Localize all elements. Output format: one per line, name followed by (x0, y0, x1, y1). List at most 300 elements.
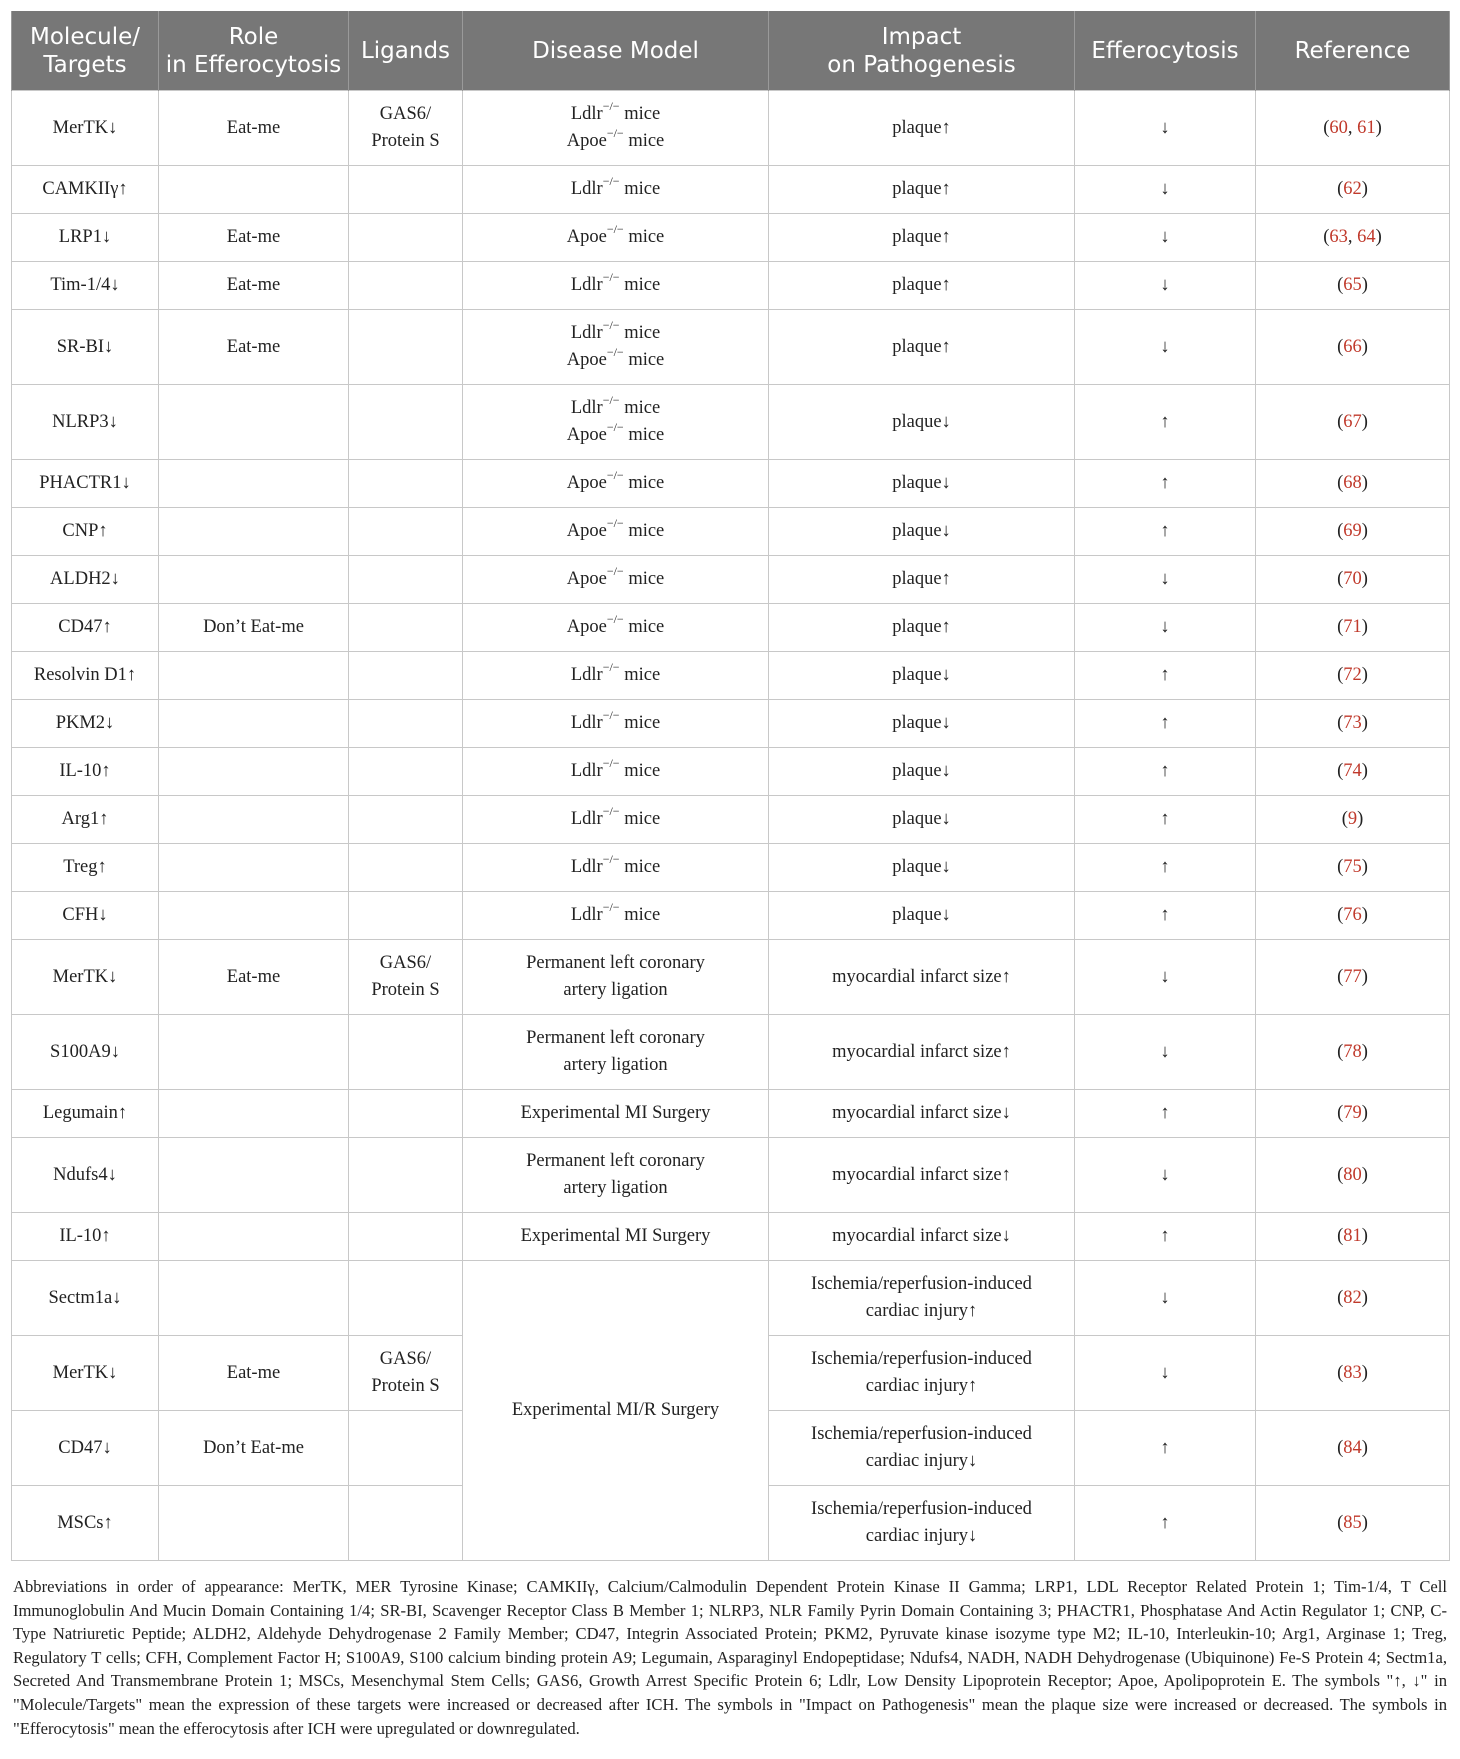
knockout-superscript: −/− (602, 851, 620, 866)
reference-link[interactable]: 75 (1343, 857, 1362, 877)
efferocytosis-cell: ↑ (1075, 892, 1256, 940)
disease-species: mice (623, 569, 665, 589)
knockout-superscript: −/− (606, 221, 624, 236)
table-row (12, 1261, 1450, 1336)
molecule-cell: S100A9↓ (12, 1015, 159, 1090)
impact-cell: plaque↓ (769, 892, 1075, 940)
knockout-superscript: −/− (606, 467, 624, 482)
disease-model-cell (463, 460, 769, 508)
disease-model-cell (463, 214, 769, 262)
molecule-cell: Resolvin D1↑ (12, 652, 159, 700)
role-cell (159, 1090, 349, 1138)
efferocytosis-cell: ↑ (1075, 844, 1256, 892)
disease-strain: Ldlr (570, 104, 603, 124)
molecule-cell: Legumain↑ (12, 1090, 159, 1138)
impact-cell: plaque↑ (769, 91, 1075, 166)
impact-cell: plaque↓ (769, 844, 1075, 892)
reference-link[interactable]: 81 (1343, 1226, 1362, 1246)
molecule-cell: PHACTR1↓ (12, 460, 159, 508)
table-body (12, 91, 1450, 1561)
disease-model-cell (463, 508, 769, 556)
efferocytosis-cell: ↑ (1075, 700, 1256, 748)
table-row (12, 91, 1450, 166)
reference-link[interactable]: 65 (1343, 275, 1362, 295)
disease-model-cell (463, 262, 769, 310)
reference-link[interactable]: 79 (1343, 1103, 1362, 1123)
reference-cell: (80) (1256, 1138, 1450, 1213)
impact-cell: plaque↑ (769, 166, 1075, 214)
disease-species: mice (619, 713, 661, 733)
reference-cell: (65) (1256, 262, 1450, 310)
reference-link[interactable]: 73 (1343, 713, 1362, 733)
efferocytosis-cell: ↓ (1075, 1015, 1256, 1090)
disease-model-line (469, 269, 762, 299)
role-cell: Don’t Eat-me (159, 1411, 349, 1486)
molecule-cell: LRP1↓ (12, 214, 159, 262)
knockout-superscript: −/− (602, 803, 620, 818)
molecule-cell: MerTK↓ (12, 1336, 159, 1411)
impact-cell: myocardial infarct size↓ (769, 1090, 1075, 1138)
molecule-cell: CD47↓ (12, 1411, 159, 1486)
disease-model-line (469, 317, 762, 347)
role-cell: Eat-me (159, 310, 349, 385)
table-row (12, 1138, 1450, 1213)
molecule-cell: ALDH2↓ (12, 556, 159, 604)
disease-species: mice (619, 104, 661, 124)
disease-model-cell (463, 91, 769, 166)
molecule-cell: Sectm1a↓ (12, 1261, 159, 1336)
disease-strain: Ldlr (570, 809, 603, 829)
ligands-cell (349, 1486, 463, 1561)
molecule-cell: SR-BI↓ (12, 310, 159, 385)
disease-strain: Ldlr (570, 323, 603, 343)
ligands-cell (349, 892, 463, 940)
reference-cell: (67) (1256, 385, 1450, 460)
efferocytosis-cell: ↓ (1075, 556, 1256, 604)
efferocytosis-cell: ↓ (1075, 214, 1256, 262)
disease-model-cell (463, 796, 769, 844)
efferocytosis-cell: ↓ (1075, 1261, 1256, 1336)
role-cell (159, 1213, 349, 1261)
ligands-cell (349, 166, 463, 214)
role-cell (159, 652, 349, 700)
efferocytosis-cell: ↓ (1075, 166, 1256, 214)
disease-species: mice (619, 809, 661, 829)
disease-species: mice (623, 227, 665, 247)
disease-species: mice (623, 350, 665, 370)
disease-strain: Apoe (566, 425, 607, 445)
role-cell (159, 844, 349, 892)
reference-cell: (73) (1256, 700, 1450, 748)
disease-model-cell: Permanent left coronary artery ligation (463, 1138, 769, 1213)
reference-link[interactable]: 63 (1329, 227, 1348, 247)
role-cell (159, 1138, 349, 1213)
reference-link[interactable]: 69 (1343, 521, 1362, 541)
reference-cell: (74) (1256, 748, 1450, 796)
disease-strain: Ldlr (570, 761, 603, 781)
disease-model-line (469, 125, 762, 155)
table-row (12, 166, 1450, 214)
disease-model-cell: Permanent left coronary artery ligation (463, 1015, 769, 1090)
reference-link[interactable]: 66 (1343, 336, 1362, 357)
reference-link[interactable]: 9 (1347, 809, 1358, 829)
knockout-superscript: −/− (602, 317, 620, 332)
impact-cell: myocardial infarct size↑ (769, 940, 1075, 1015)
disease-species: mice (619, 323, 661, 343)
role-cell: Eat-me (159, 91, 349, 166)
impact-cell: Ischemia/reperfusion-induced cardiac injury↓ (769, 1411, 1075, 1486)
table-row (12, 652, 1450, 700)
impact-cell: plaque↓ (769, 796, 1075, 844)
molecule-cell: Tim-1/4↓ (12, 262, 159, 310)
disease-model-cell (463, 700, 769, 748)
disease-strain: Apoe (566, 350, 607, 370)
ligands-cell: GAS6/ Protein S (349, 1336, 463, 1411)
knockout-superscript: −/− (602, 173, 620, 188)
table-row (12, 700, 1450, 748)
reference-link[interactable]: 62 (1343, 179, 1362, 199)
ligands-cell (349, 556, 463, 604)
reference-link[interactable]: 71 (1343, 617, 1362, 637)
reference-link[interactable]: 84 (1343, 1437, 1362, 1458)
disease-model-line (469, 851, 762, 881)
disease-species: mice (623, 521, 665, 541)
reference-link[interactable]: 80 (1343, 1164, 1362, 1185)
molecule-cell: CAMKIIγ↑ (12, 166, 159, 214)
efferocytosis-cell: ↑ (1075, 508, 1256, 556)
efferocytosis-cell: ↑ (1075, 1486, 1256, 1561)
disease-strain: Ldlr (570, 398, 603, 418)
efferocytosis-cell: ↑ (1075, 1090, 1256, 1138)
molecule-cell: CNP↑ (12, 508, 159, 556)
impact-cell: plaque↓ (769, 652, 1075, 700)
ligands-cell (349, 460, 463, 508)
ligands-cell: GAS6/ Protein S (349, 940, 463, 1015)
efferocytosis-cell: ↓ (1075, 604, 1256, 652)
header-row (12, 11, 1450, 91)
disease-strain: Ldlr (570, 275, 603, 295)
knockout-superscript: −/− (606, 125, 624, 140)
disease-model-cell (463, 652, 769, 700)
role-cell (159, 166, 349, 214)
role-cell (159, 796, 349, 844)
header-role: Role in Efferocytosis (159, 11, 349, 91)
disease-species: mice (619, 665, 661, 685)
impact-cell: Ischemia/reperfusion-induced cardiac injury↑ (769, 1336, 1075, 1411)
ligands-cell (349, 1090, 463, 1138)
reference-cell: (78) (1256, 1015, 1450, 1090)
efferocytosis-cell: ↑ (1075, 385, 1256, 460)
knockout-superscript: −/− (606, 611, 624, 626)
molecule-cell: Treg↑ (12, 844, 159, 892)
impact-cell: plaque↓ (769, 508, 1075, 556)
ligands-cell (349, 652, 463, 700)
efferocytosis-cell: ↑ (1075, 748, 1256, 796)
header-ligands: Ligands (349, 11, 463, 91)
disease-model-cell (463, 166, 769, 214)
reference-cell: (79) (1256, 1090, 1450, 1138)
role-cell (159, 556, 349, 604)
disease-model-line (469, 98, 762, 128)
disease-species: mice (623, 131, 665, 151)
role-cell (159, 892, 349, 940)
reference-cell: (84) (1256, 1411, 1450, 1486)
reference-link[interactable]: 70 (1343, 569, 1362, 589)
disease-model-cell (463, 385, 769, 460)
disease-model-cell: Experimental MI Surgery (463, 1213, 769, 1261)
header-disease-model: Disease Model (463, 11, 769, 91)
disease-strain: Apoe (566, 473, 607, 493)
knockout-superscript: −/− (606, 515, 624, 530)
header-reference: Reference (1256, 11, 1450, 91)
ligands-cell (349, 310, 463, 385)
disease-model-line (469, 467, 762, 497)
reference-cell: (76) (1256, 892, 1450, 940)
disease-strain: Ldlr (570, 857, 603, 877)
disease-species: mice (619, 857, 661, 877)
reference-cell: (85) (1256, 1486, 1450, 1561)
disease-model-line (469, 659, 762, 689)
role-cell: Don’t Eat-me (159, 604, 349, 652)
disease-strain: Apoe (566, 131, 607, 151)
disease-model-line (469, 611, 762, 641)
table-row (12, 1015, 1450, 1090)
disease-model-cell: Experimental MI/R Surgery (463, 1261, 769, 1561)
reference-link[interactable]: 67 (1343, 411, 1362, 432)
ligands-cell (349, 844, 463, 892)
impact-cell: Ischemia/reperfusion-induced cardiac injury↓ (769, 1486, 1075, 1561)
reference-cell: (68) (1256, 460, 1450, 508)
role-cell (159, 1486, 349, 1561)
molecule-cell: CD47↑ (12, 604, 159, 652)
ligands-cell (349, 1261, 463, 1336)
role-cell (159, 460, 349, 508)
reference-link[interactable]: 77 (1343, 966, 1362, 987)
reference-link[interactable]: 74 (1343, 761, 1362, 781)
reference-cell: (82) (1256, 1261, 1450, 1336)
role-cell (159, 1261, 349, 1336)
ligands-cell (349, 1015, 463, 1090)
disease-species: mice (623, 473, 665, 493)
role-cell: Eat-me (159, 940, 349, 1015)
efferocytosis-cell: ↓ (1075, 940, 1256, 1015)
header-efferocytosis: Efferocytosis (1075, 11, 1256, 91)
impact-cell: myocardial infarct size↑ (769, 1015, 1075, 1090)
disease-model-line (469, 803, 762, 833)
disease-strain: Ldlr (570, 905, 603, 925)
reference-cell: (81) (1256, 1213, 1450, 1261)
impact-cell: plaque↑ (769, 556, 1075, 604)
table-row (12, 796, 1450, 844)
table-row (12, 1213, 1450, 1261)
disease-model-line (469, 707, 762, 737)
efferocytosis-cell: ↓ (1075, 91, 1256, 166)
reference-link[interactable]: 72 (1343, 665, 1362, 685)
disease-strain: Ldlr (570, 179, 603, 199)
reference-link[interactable]: 78 (1343, 1041, 1362, 1062)
efferocytosis-cell: ↑ (1075, 796, 1256, 844)
disease-model-cell: Experimental MI Surgery (463, 1090, 769, 1138)
table-row (12, 508, 1450, 556)
disease-model-cell (463, 556, 769, 604)
ligands-cell (349, 1411, 463, 1486)
reference-link[interactable]: 82 (1343, 1287, 1362, 1308)
molecule-cell: CFH↓ (12, 892, 159, 940)
reference-cell: (70) (1256, 556, 1450, 604)
disease-strain: Apoe (566, 227, 607, 247)
table-row (12, 262, 1450, 310)
ligands-cell (349, 748, 463, 796)
impact-cell: plaque↓ (769, 748, 1075, 796)
disease-strain: Apoe (566, 569, 607, 589)
disease-species: mice (623, 617, 665, 637)
disease-species: mice (619, 179, 661, 199)
role-cell: Eat-me (159, 1336, 349, 1411)
reference-cell: (72) (1256, 652, 1450, 700)
efferocytosis-cell: ↓ (1075, 1336, 1256, 1411)
disease-strain: Apoe (566, 617, 607, 637)
molecule-cell: PKM2↓ (12, 700, 159, 748)
reference-cell: (66) (1256, 310, 1450, 385)
impact-cell: myocardial infarct size↓ (769, 1213, 1075, 1261)
disease-model-line (469, 515, 762, 545)
ligands-cell (349, 700, 463, 748)
efferocytosis-table (11, 11, 1450, 1561)
header-impact: Impact on Pathogenesis (769, 11, 1075, 91)
ligands-cell (349, 262, 463, 310)
table-row (12, 844, 1450, 892)
reference-cell: (60, 61) (1256, 91, 1450, 166)
role-cell (159, 700, 349, 748)
impact-cell: Ischemia/reperfusion-induced cardiac injury↑ (769, 1261, 1075, 1336)
reference-cell: (63, 64) (1256, 214, 1450, 262)
disease-model-cell: Permanent left coronary artery ligation (463, 940, 769, 1015)
table-row (12, 892, 1450, 940)
header-molecule: Molecule/ Targets (12, 11, 159, 91)
role-cell: Eat-me (159, 214, 349, 262)
ligands-cell (349, 1138, 463, 1213)
disease-model-cell (463, 310, 769, 385)
table-container (11, 11, 1449, 1740)
disease-strain: Ldlr (570, 713, 603, 733)
table-row (12, 940, 1450, 1015)
knockout-superscript: −/− (602, 98, 620, 113)
role-cell (159, 748, 349, 796)
reference-cell: (9) (1256, 796, 1450, 844)
molecule-cell: MerTK↓ (12, 91, 159, 166)
table-row (12, 460, 1450, 508)
molecule-cell: Arg1↑ (12, 796, 159, 844)
reference-cell: (77) (1256, 940, 1450, 1015)
impact-cell: plaque↓ (769, 385, 1075, 460)
disease-model-cell (463, 748, 769, 796)
molecule-cell: NLRP3↓ (12, 385, 159, 460)
molecule-cell: Ndufs4↓ (12, 1138, 159, 1213)
impact-cell: myocardial infarct size↑ (769, 1138, 1075, 1213)
knockout-superscript: −/− (606, 419, 624, 434)
table-row (12, 214, 1450, 262)
reference-link[interactable]: 83 (1343, 1362, 1362, 1383)
disease-model-cell (463, 604, 769, 652)
molecule-cell: MSCs↑ (12, 1486, 159, 1561)
reference-cell: (83) (1256, 1336, 1450, 1411)
table-row (12, 604, 1450, 652)
disease-species: mice (623, 425, 665, 445)
disease-species: mice (619, 761, 661, 781)
table-row (12, 310, 1450, 385)
molecule-cell: IL-10↑ (12, 748, 159, 796)
role-cell (159, 508, 349, 556)
disease-species: mice (619, 905, 661, 925)
impact-cell: plaque↑ (769, 214, 1075, 262)
reference-link[interactable]: 68 (1343, 473, 1362, 493)
reference-cell: (75) (1256, 844, 1450, 892)
efferocytosis-cell: ↑ (1075, 1411, 1256, 1486)
role-cell: Eat-me (159, 262, 349, 310)
reference-link[interactable]: 64 (1357, 227, 1376, 247)
ligands-cell (349, 1213, 463, 1261)
impact-cell: plaque↓ (769, 700, 1075, 748)
disease-strain: Apoe (566, 521, 607, 541)
knockout-superscript: −/− (602, 755, 620, 770)
efferocytosis-cell: ↓ (1075, 262, 1256, 310)
efferocytosis-cell: ↑ (1075, 1213, 1256, 1261)
table-row (12, 556, 1450, 604)
reference-link[interactable]: 76 (1343, 905, 1362, 925)
disease-strain: Ldlr (570, 665, 603, 685)
footnote: Abbreviations in order of appearance: MerTK, MER Tyrosine Kinase; CAMKIIγ, Calcium/Calmodulin Dependent Protein Kinase II Gamma; LRP1, LDL Receptor Related Protein 1; Tim-1/4, T Cell Immunoglobulin And Mucin Domain Containing 1/4; SR-BI, Scavenger Receptor Class B Member 1; NLRP3, NLR Family Pyrin Domain Containing 3; PHACTR1, Phosphatase And Actin Regulator 1; CNP, C-Type Natriuretic Peptide; ALDH2, Aldehyde Dehydrogenase 2 Family Member; CD47, Integrin Associated Protein; PKM2, Pyruvate kinase isozyme type M2; IL-10, Interleukin-10; Arg1, Arginase 1; Treg, Regulatory T cells; CFH, Complement Factor H; S100A9, S100 calcium binding protein A9; Legumain, Asparaginyl Endopeptidase; Ndufs4, NADH, NADH Dehydrogenase (Ubiquinone) Fe-S Protein 4; Sectm1a, Secreted And Transmembrane Protein 1; MSCs, Mesenchymal Stem Cells; GAS6, Growth Arrest Specific Protein 6; Ldlr, Low Density Lipoprotein Receptor; Apoe, Apolipoprotein E. The symbols "↑, ↓" in "Molecule/Targets" mean the expression of these targets were increased or decreased after ICH. The symbols in "Impact on Pathogenesis" mean the plaque size were increased or decreased. The symbols in "Efferocytosis" mean the efferocytosis after ICH were upregulated or downregulated. (13, 1577, 1447, 1738)
ligands-cell (349, 385, 463, 460)
efferocytosis-cell: ↑ (1075, 652, 1256, 700)
impact-cell: plaque↑ (769, 310, 1075, 385)
impact-cell: plaque↑ (769, 604, 1075, 652)
ligands-cell (349, 604, 463, 652)
reference-cell: (62) (1256, 166, 1450, 214)
reference-link[interactable]: 60 (1329, 117, 1348, 138)
reference-link[interactable]: 85 (1343, 1512, 1362, 1533)
disease-model-cell (463, 844, 769, 892)
role-cell (159, 385, 349, 460)
disease-model-line (469, 344, 762, 374)
ligands-cell: GAS6/ Protein S (349, 91, 463, 166)
table-row (12, 748, 1450, 796)
ligands-cell (349, 214, 463, 262)
disease-model-line (469, 173, 762, 203)
reference-cell: (69) (1256, 508, 1450, 556)
knockout-superscript: −/− (602, 269, 620, 284)
table-row (12, 1090, 1450, 1138)
ligands-cell (349, 796, 463, 844)
disease-model-line (469, 899, 762, 929)
disease-species: mice (619, 275, 661, 295)
molecule-cell: MerTK↓ (12, 940, 159, 1015)
disease-model-line (469, 755, 762, 785)
knockout-superscript: −/− (602, 899, 620, 914)
ligands-cell (349, 508, 463, 556)
knockout-superscript: −/− (602, 659, 620, 674)
disease-model-line (469, 392, 762, 422)
knockout-superscript: −/− (606, 344, 624, 359)
knockout-superscript: −/− (606, 563, 624, 578)
disease-model-cell (463, 892, 769, 940)
reference-link[interactable]: 61 (1357, 117, 1376, 138)
efferocytosis-cell: ↓ (1075, 310, 1256, 385)
knockout-superscript: −/− (602, 707, 620, 722)
disease-species: mice (619, 398, 661, 418)
knockout-superscript: −/− (602, 392, 620, 407)
table-row (12, 385, 1450, 460)
efferocytosis-cell: ↑ (1075, 460, 1256, 508)
